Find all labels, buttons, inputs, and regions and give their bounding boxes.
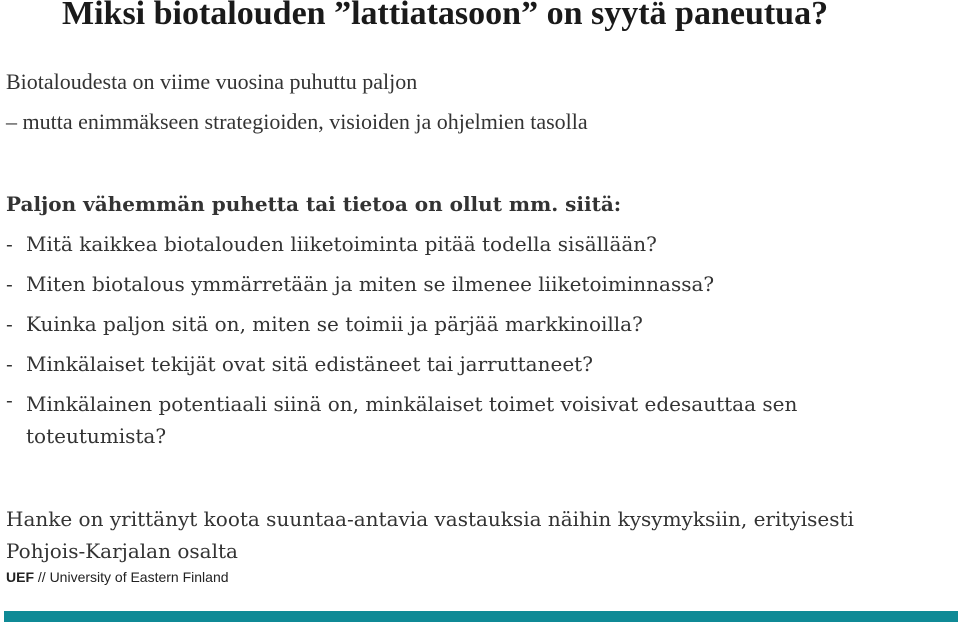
footer-separator: // — [34, 569, 50, 585]
list-item — [6, 344, 926, 384]
question-text: Minkälainen potentiaali siinä on, minkälaiset toimet voisivat edesauttaa sen toteutumista? — [26, 392, 798, 448]
outro-text: Hanke on yrittänyt koota suuntaa-antavia vastauksia näihin kysymyksiin, erityisesti Pohjois-Karjalan osalta — [6, 507, 854, 563]
intro-line-1: Biotaloudesta on viime vuosina puhuttu paljon — [6, 69, 418, 94]
question-text: Mitä kaikkea biotalouden liiketoiminta pitää todella sisällään? — [26, 232, 657, 256]
questions-list — [6, 224, 926, 452]
intro-text — [6, 62, 588, 142]
bullet-dash: - — [6, 232, 13, 256]
questions-section — [6, 184, 926, 452]
list-item — [6, 384, 926, 452]
list-item — [6, 224, 926, 264]
footer — [6, 569, 229, 585]
question-text: Minkälaiset tekijät ovat sitä edistäneet tai jarruttaneet? — [26, 352, 593, 376]
footer-university-name: University of Eastern Finland — [49, 569, 229, 585]
bullet-dash: - — [6, 272, 13, 296]
question-text: Miten biotalous ymmärretään ja miten se ilmenee liiketoiminnassa? — [26, 272, 715, 296]
footer-org: UEF — [6, 569, 34, 585]
bullet-dash: - — [6, 352, 13, 376]
list-item — [6, 264, 926, 304]
slide-title: Miksi biotalouden ”lattiatasoon” on syytä paneutua? — [62, 0, 829, 32]
bullet-dash: - — [6, 312, 13, 336]
question-text: Kuinka paljon sitä on, miten se toimii ja pärjää markkinoilla? — [26, 312, 643, 336]
questions-heading: Paljon vähemmän puhetta tai tietoa on ollut mm. siitä: — [6, 192, 622, 216]
bullet-dash: - — [6, 388, 13, 412]
bottom-accent-bar — [4, 611, 958, 622]
list-item — [6, 304, 926, 344]
intro-line-2: – mutta enimmäkseen strategioiden, visioiden ja ohjelmien tasolla — [6, 109, 588, 134]
